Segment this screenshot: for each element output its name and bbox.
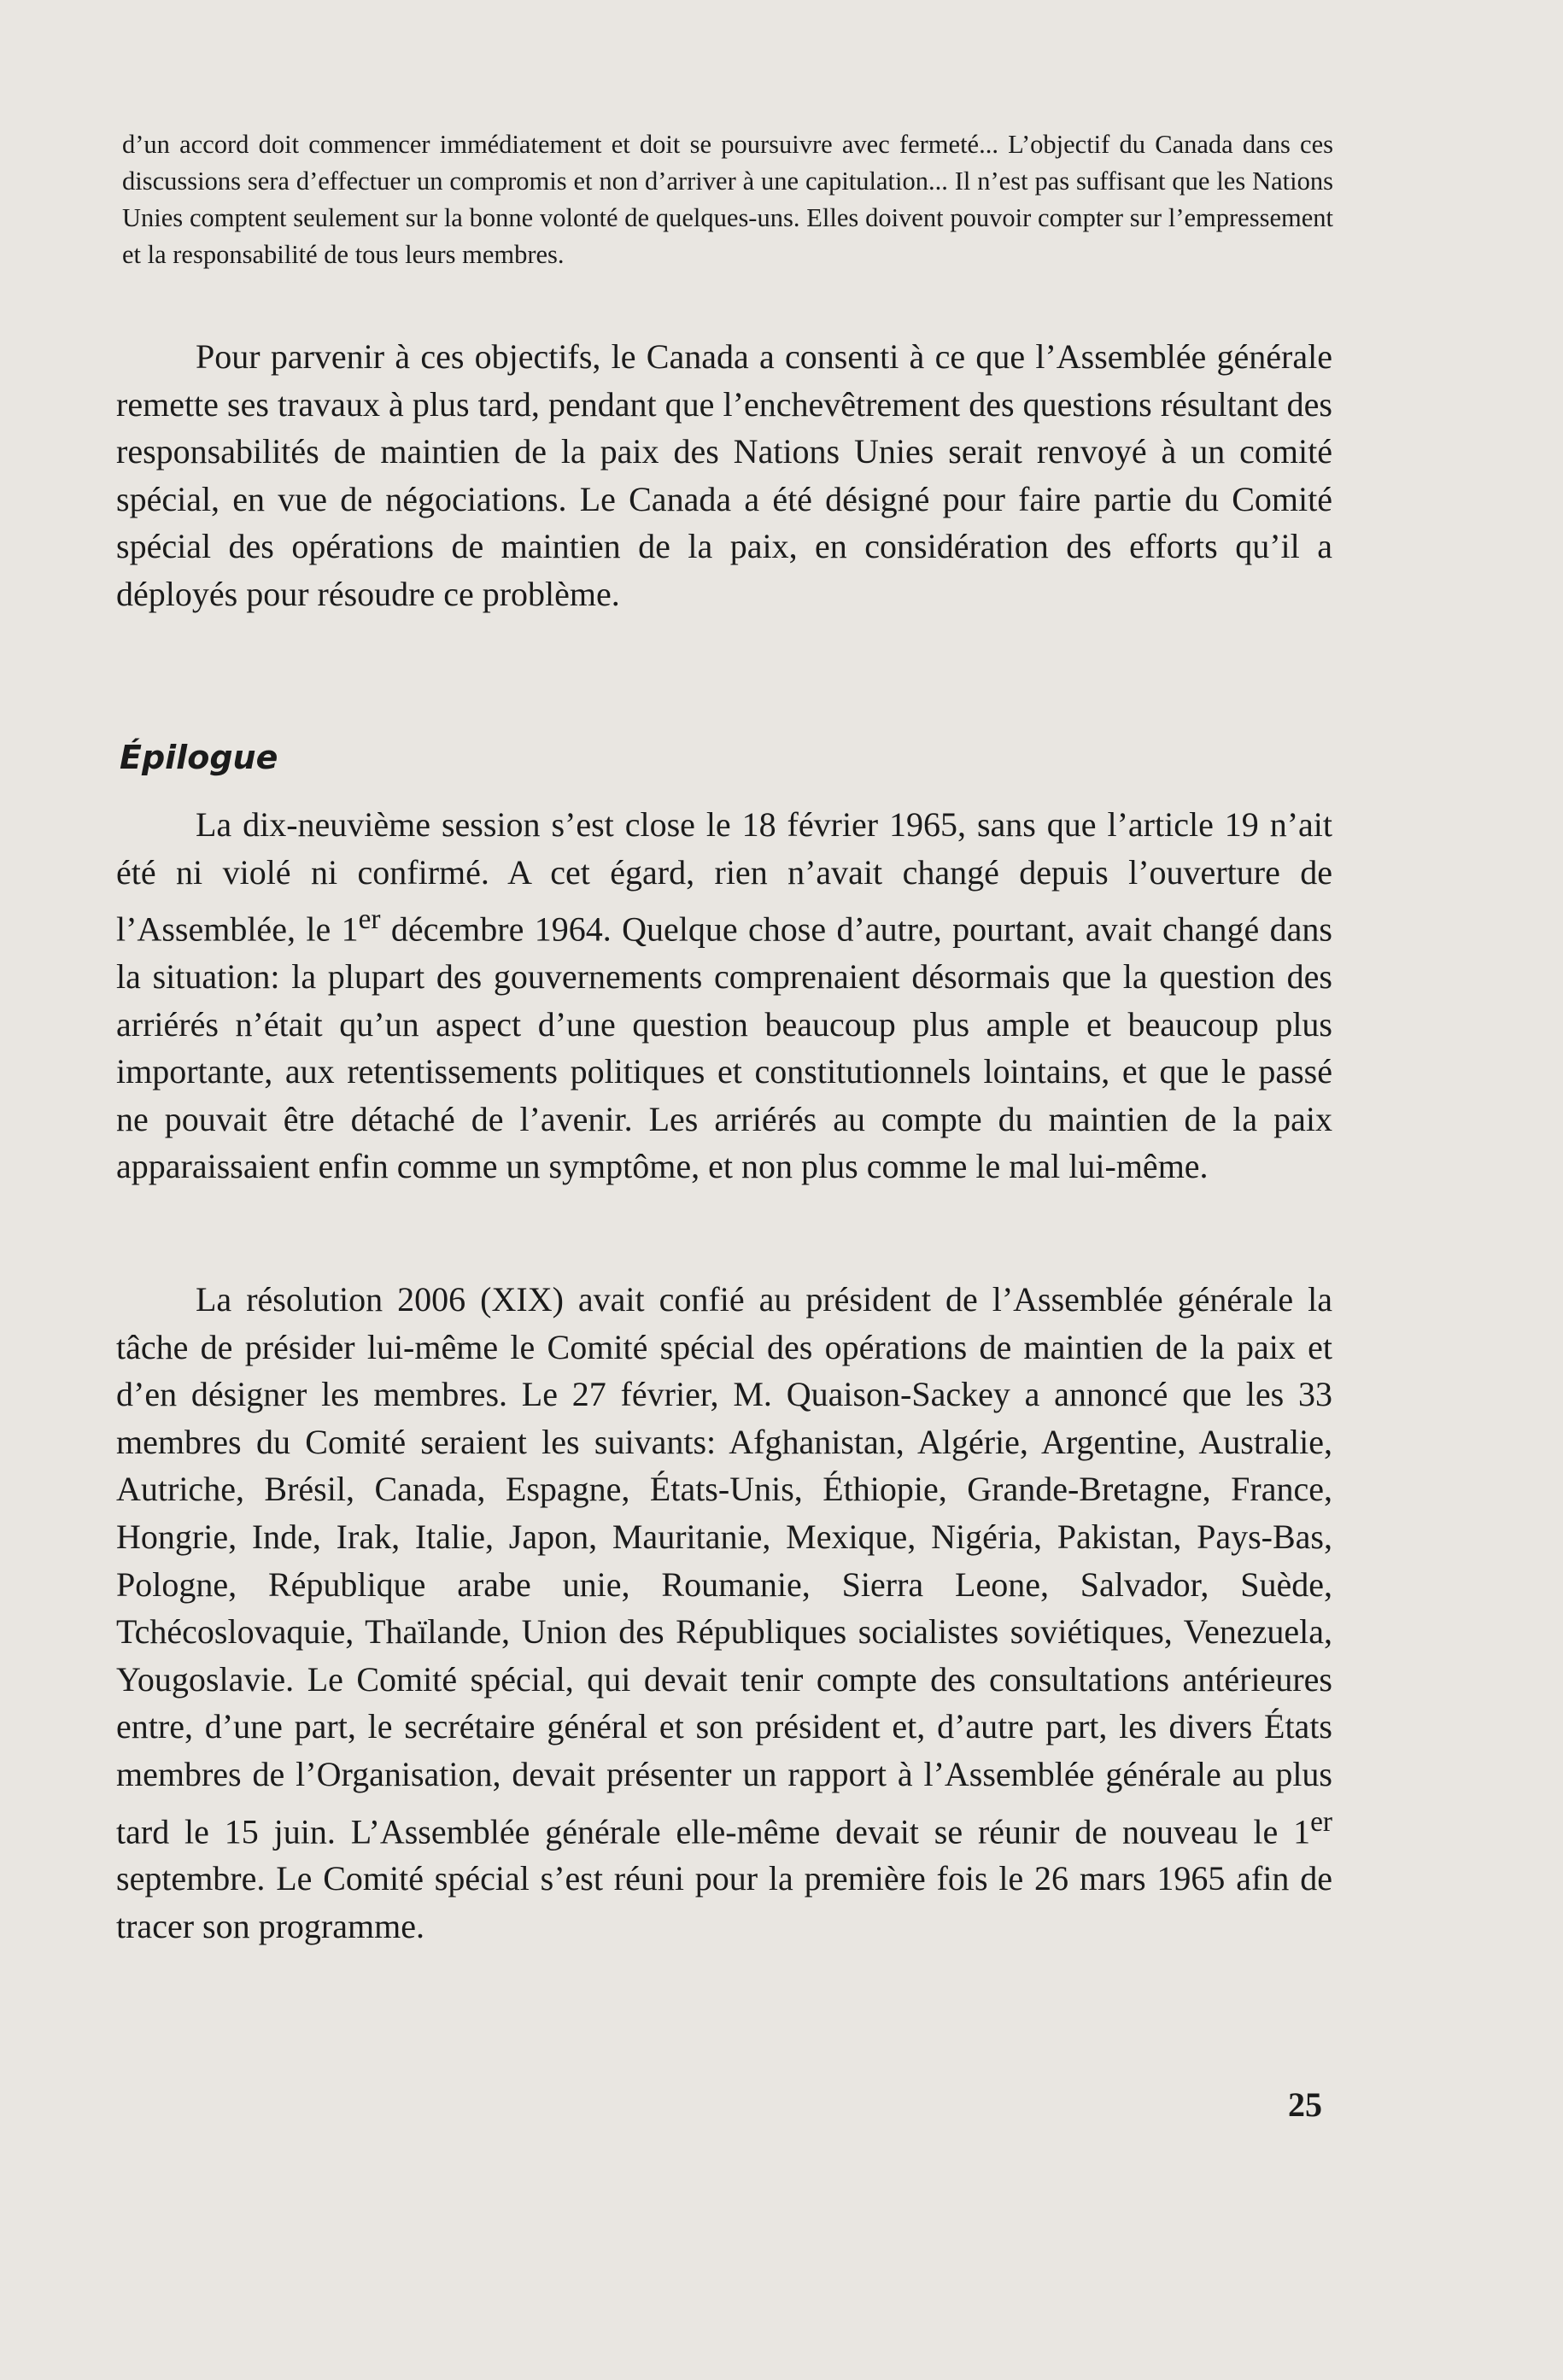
block-quote-text: d’un accord doit commencer immédiatement et doit se poursuivre avec fermeté... L’objectif du Canada dans ces discussions sera d’effectuer un compromis et non d’arriver à une capitulation... Il n’est pas suffisant que les Nations Unies comptent seulement sur la bonne volonté de quelques-uns. Elles doivent pouvoir compter sur l’empressement et la responsabilité de tous leurs membres. bbox=[122, 130, 1333, 269]
paragraph-session-close-text-a: La dix-neuvième session s’est close le 18 février 1965, sans que l’article 19 n’ait été ni violé ni confirmé. A cet égard, rien n’avait changé depuis l’ouverture de l’Assemblée, le 1 bbox=[116, 805, 1332, 949]
paragraph-session-close-text-b: décembre 1964. Quelque chose d’autre, pourtant, avait changé dans la situation: la plupart des gouvernements comprenaient désormais que la question des arriérés n’était qu’un aspect d’une question beaucoup plus ample et beaucoup plus importante, aux retentissements politiques et constitutionnels lointains, et que le passé ne pouvait être détaché de l’avenir. Les arriérés au compte du maintien de la paix apparaissaient enfin comme un symptôme, et non plus comme le mal lui-même. bbox=[116, 909, 1332, 1186]
paragraph-resolution bbox=[116, 1276, 1332, 1950]
section-heading: Épilogue bbox=[120, 739, 278, 776]
paragraph-objectives bbox=[116, 333, 1332, 618]
paragraph-session-close bbox=[116, 801, 1332, 1190]
paragraph-resolution-text-a: La résolution 2006 (XIX) avait confié au président de l’Assemblée générale la tâche de présider lui-même le Comité spécial des opérations de maintien de la paix et d’en désigner les membres. Le 27 février, M. Quaison-Sackey a annoncé que les 33 membres du Comité seraient les suivants: Afghanistan, Algérie, Argentine, Australie, Autriche, Brésil, Canada, Espagne, États-Unis, Éthiopie, Grande-Bretagne, France, Hongrie, Inde, Irak, Italie, Japon, Mauritanie, Mexique, Nigéria, Pakistan, Pays-Bas, Pologne, République arabe unie, Roumanie, Sierra Leone, Salvador, Suède, Tchécoslovaquie, Thaïlande, Union des Républiques socialistes soviétiques, Venezuela, Yougoslavie. Le Comité spécial, qui devait tenir compte des consultations antérieures entre, d’une part, le secrétaire général et son président et, d’autre part, les divers États membres de l’Organisation, devait présenter un rapport à l’Assemblée générale au plus tard le 15 juin. L’Assemblée générale elle-même devait se réunir de nouveau le 1 bbox=[116, 1280, 1332, 1851]
page-number: 25 bbox=[1288, 2085, 1322, 2124]
paragraph-objectives-text: Pour parvenir à ces objectifs, le Canada a consenti à ce que l’Assemblée générale remette ses travaux à plus tard, pendant que l’enchevêtrement des questions résultant des responsabilités de maintien de la paix des Nations Unies serait renvoyé à un comité spécial, en vue de négociations. Le Canada a été désigné pour faire partie du Comité spécial des opérations de maintien de la paix, en considération des efforts qu’il a déployés pour résoudre ce problème. bbox=[116, 337, 1332, 613]
ordinal-superscript: er bbox=[358, 903, 381, 936]
ordinal-superscript: er bbox=[1310, 1805, 1332, 1838]
paragraph-resolution-text-b: septembre. Le Comité spécial s’est réuni pour la première fois le 26 mars 1965 afin de tracer son programme. bbox=[116, 1859, 1332, 1946]
block-quote bbox=[122, 126, 1333, 273]
